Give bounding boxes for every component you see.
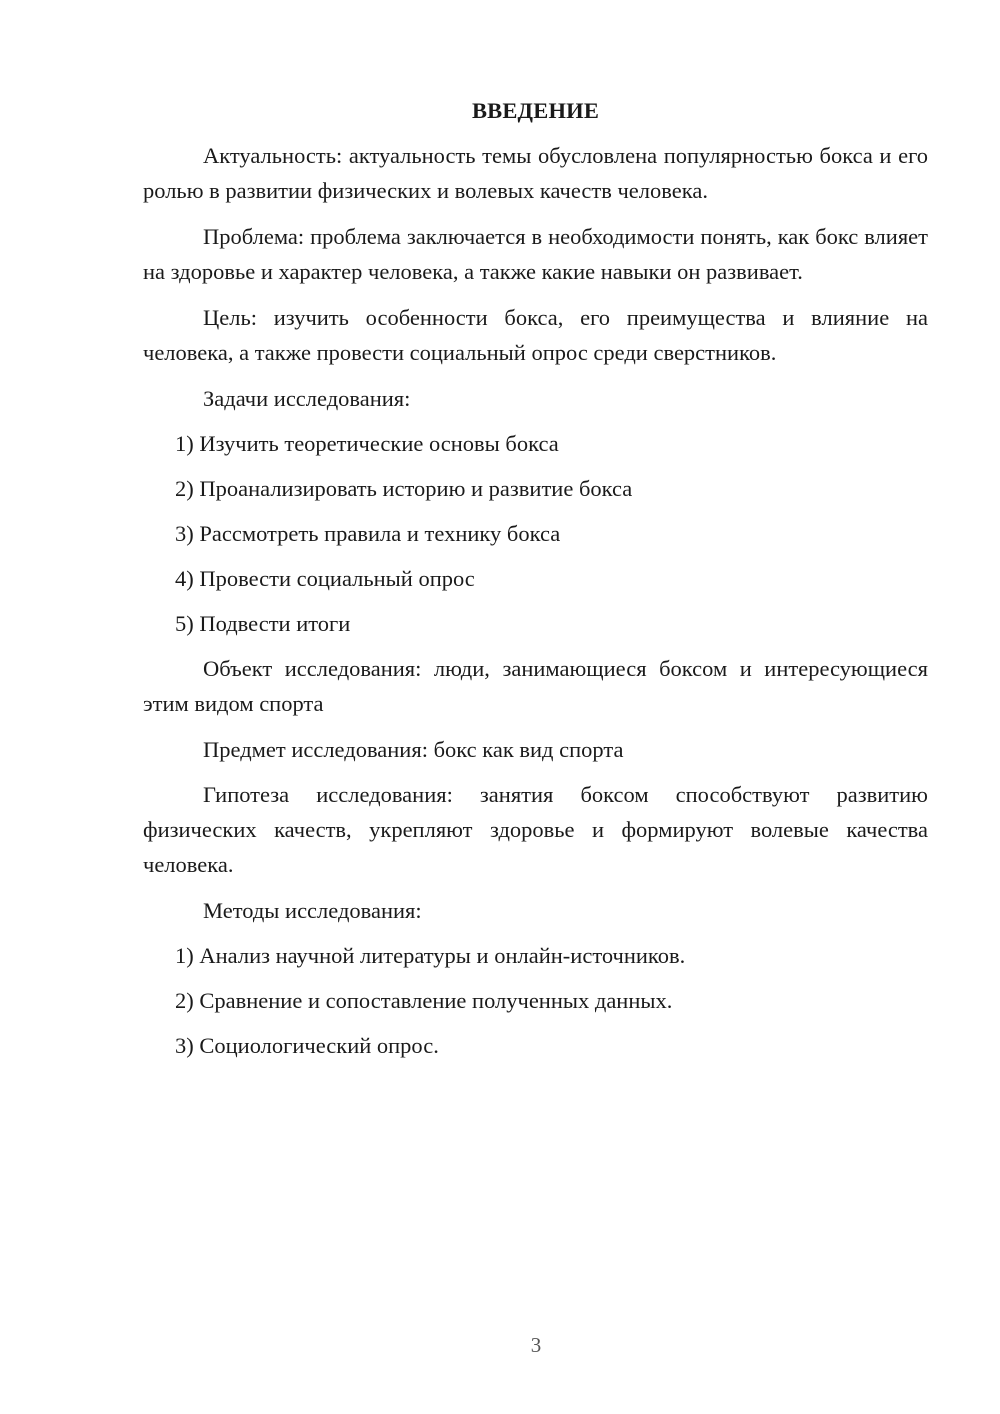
method-item-2: 2) Сравнение и сопоставление полученных данных. xyxy=(175,988,673,1013)
tasks-heading: Задачи исследования: xyxy=(203,386,411,411)
subject-paragraph: Предмет исследования: бокс как вид спорта xyxy=(203,737,624,762)
goal-paragraph: Цель: изучить особенности бокса, его преимущества и влияние на человека, а также провести социальный опрос среди сверстников. xyxy=(143,305,928,365)
object-paragraph: Объект исследования: люди, занимающиеся боксом и интересующиеся этим видом спорта xyxy=(143,656,928,716)
page-number: 3 xyxy=(530,1333,542,1357)
method-item-3: 3) Социологический опрос. xyxy=(175,1033,439,1058)
page-content xyxy=(143,93,928,1073)
task-item-4: 4) Провести социальный опрос xyxy=(175,566,475,591)
task-item-3: 3) Рассмотреть правила и технику бокса xyxy=(175,521,561,546)
relevance-paragraph: Актуальность: актуальность темы обусловлена популярностью бокса и его ролью в развитии физических и волевых качеств человека. xyxy=(143,143,928,203)
task-item-5: 5) Подвести итоги xyxy=(175,611,351,636)
methods-heading: Методы исследования: xyxy=(203,898,422,923)
problem-paragraph: Проблема: проблема заключается в необходимости понять, как бокс влияет на здоровье и характер человека, а также какие навыки он развивает. xyxy=(143,224,928,284)
task-item-2: 2) Проанализировать историю и развитие бокса xyxy=(175,476,633,501)
method-item-1: 1) Анализ научной литературы и онлайн-источников. xyxy=(175,943,686,968)
page-title: ВВЕДЕНИЕ xyxy=(471,98,600,123)
hypothesis-paragraph: Гипотеза исследования: занятия боксом способствуют развитию физических качеств, укрепляют здоровье и формируют волевые качества человека. xyxy=(143,782,928,877)
task-item-1: 1) Изучить теоретические основы бокса xyxy=(175,431,559,456)
